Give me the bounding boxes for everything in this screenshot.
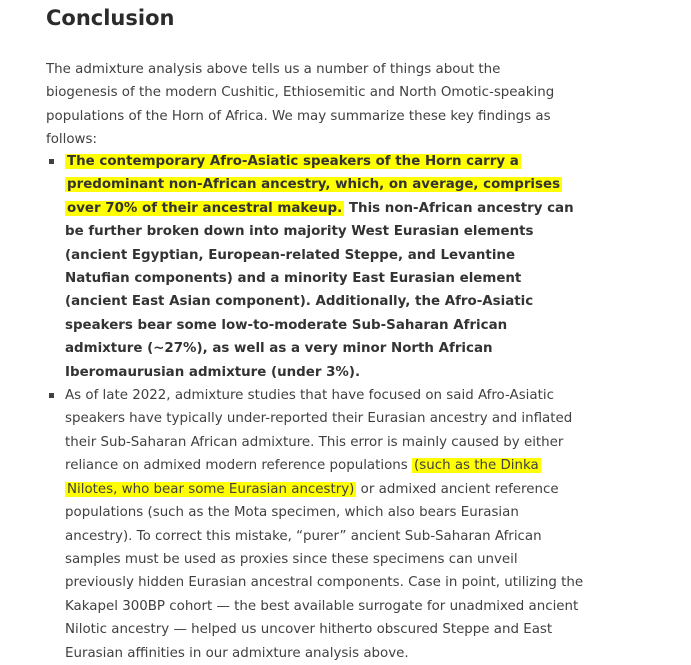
key-findings-list bbox=[46, 150, 586, 665]
highlighted-text: The contemporary Afro-Asiatic speakers of the Horn carry a predominant non-African ancestry, which, on average, comprises over 70% of their ancestral makeup. bbox=[67, 154, 561, 216]
list-item bbox=[46, 384, 585, 665]
finding-text-after: or admixed ancient reference populations (such as the Mota specimen, which also bears Eurasian ancestry). To correct this mistake, “purer” ancient Sub-Saharan African samples must be used as proxies since these specimens can unveil previously hidden Eurasian ancestral components. Case in point, utilizing the Kakapel 300BP cohort — the best available surrogate for unadmixed ancient Nilotic ancestry — helped us uncover hitherto obscured Steppe and East Eurasian affinities in our admixture analysis above. bbox=[65, 481, 584, 661]
finding-text: This non-African ancestry can be further broken down into majority West Eurasian elements (ancient Egyptian, European-related Steppe, and Levantine Natufian components) and a minority East Eurasian element (ancient East Asian component). Additionally, the Afro-Asiatic speakers bear some low-to-moderate Sub-Saharan African admixture (~27%), as well as a very minor North African Iberomaurusian admixture (under 3%). bbox=[65, 200, 574, 380]
finding-text-before: As of late 2022, admixture studies that have focused on said Afro-Asiatic speakers have typically under-reported their Eurasian ancestry and inflated their Sub-Saharan African admixture. This error is mainly caused by either reliance on admixed modern reference populations bbox=[65, 388, 573, 474]
section-heading: Conclusion bbox=[46, 6, 175, 30]
bullet-icon bbox=[49, 159, 54, 164]
intro-paragraph: The admixture analysis above tells us a number of things about the biogenesis of the modern Cushitic, Ethiosemitic and North Omotic-speaking populations of the Horn of Africa. We may summarize these key findings as follows: bbox=[46, 62, 555, 148]
list-item bbox=[46, 150, 575, 384]
bullet-icon bbox=[49, 393, 54, 398]
highlighted-text: (such as the Dinka Nilotes, who bear some Eurasian ancestry) bbox=[67, 458, 539, 497]
